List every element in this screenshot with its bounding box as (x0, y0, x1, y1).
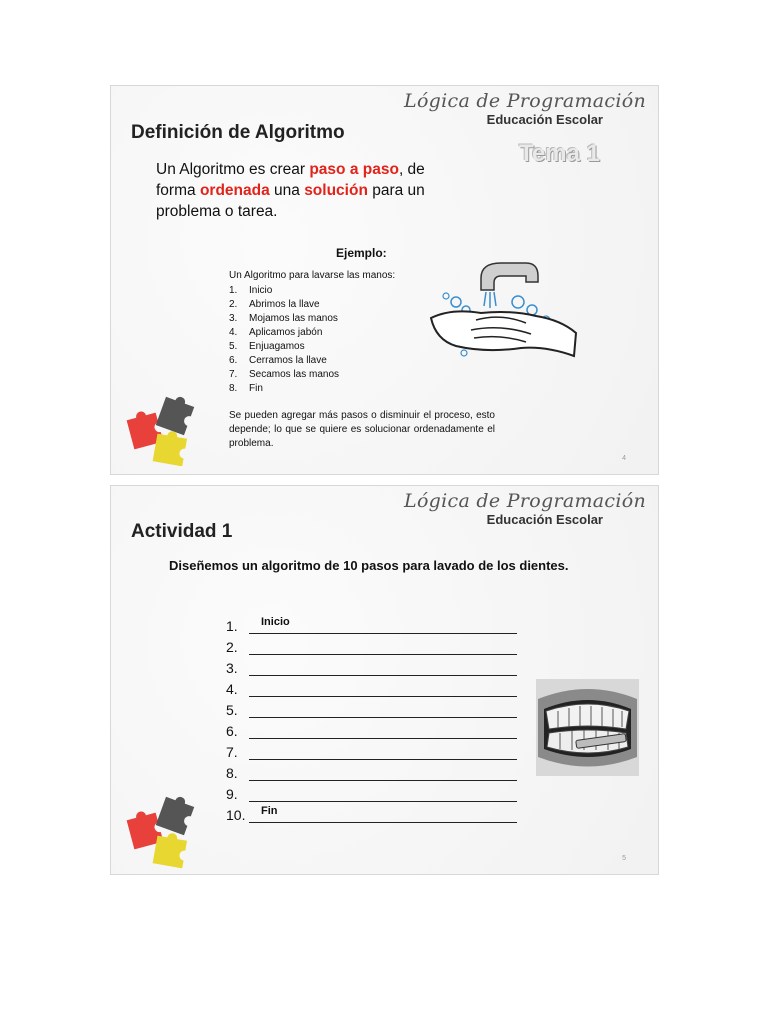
answer-field[interactable] (249, 763, 517, 781)
answer-line: 4. (226, 676, 517, 697)
page-number: 4 (622, 455, 626, 462)
list-item: 3. Mojamos las manos (229, 313, 338, 324)
answer-field[interactable] (249, 742, 517, 760)
list-item: 2. Abrimos la llave (229, 299, 320, 310)
def-part4: para un problema o tarea. (156, 182, 425, 220)
brand-title: Lógica de Programación (404, 490, 646, 512)
answer-line: 5. (226, 697, 517, 718)
slide-title: Definición de Algoritmo (131, 122, 345, 143)
note-text: Se pueden agregar más pasos o disminuir el proceso, esto depende; lo que se quiere es solucionar ordenadamente el problema. (229, 410, 495, 449)
answer-field[interactable] (249, 721, 517, 739)
list-item: 4. Aplicamos jabón (229, 327, 323, 338)
list-item: 6. Cerramos la llave (229, 355, 327, 366)
brand-title: Lógica de Programación (404, 90, 646, 112)
slide-title: Actividad 1 (131, 521, 233, 542)
answer-field[interactable] (249, 784, 517, 802)
answer-line: 10. Fin (226, 802, 517, 823)
answer-field[interactable] (249, 679, 517, 697)
answer-line: 3. (226, 655, 517, 676)
answer-line: 2. (226, 634, 517, 655)
steps-list (229, 284, 339, 396)
answer-line: 7. (226, 739, 517, 760)
page-number: 5 (622, 855, 626, 862)
def-highlight-solucion: solución (304, 182, 368, 199)
def-part1: Un Algoritmo es crear (156, 161, 310, 178)
list-item: 5. Enjuagamos (229, 341, 305, 352)
def-part3: una (269, 182, 305, 199)
slide-actividad-1 (110, 485, 659, 875)
instruction-text: Diseñemos un algoritmo de 10 pasos para lavado de los dientes. (169, 558, 569, 573)
slide-definicion-algoritmo (110, 85, 659, 475)
def-highlight-ordenada: ordenada (199, 182, 270, 199)
answer-line: 9. (226, 781, 517, 802)
steps-intro: Un Algoritmo para lavarse las manos: (229, 270, 396, 281)
answer-field[interactable]: Fin (249, 805, 517, 823)
brand-subtitle: Educación Escolar (486, 112, 603, 127)
hand-washing-illustration (426, 258, 581, 363)
answer-line: 1. Inicio (226, 613, 517, 634)
answer-lines (226, 613, 517, 823)
answer-field[interactable] (249, 700, 517, 718)
answer-line: 8. (226, 760, 517, 781)
def-highlight-paso: paso a paso (309, 161, 399, 178)
list-item: 1. Inicio (229, 285, 273, 296)
list-item: 8. Fin (229, 383, 263, 394)
brand-subtitle: Educación Escolar (486, 512, 603, 527)
definition-text (156, 159, 426, 222)
def-part2: , de forma (156, 161, 425, 199)
example-heading: Ejemplo: (336, 246, 387, 260)
answer-field[interactable] (249, 658, 517, 676)
answer-field[interactable]: Inicio (249, 616, 517, 634)
puzzle-pieces-icon (125, 391, 200, 466)
tema-label: Tema 1 (519, 140, 600, 167)
answer-field[interactable] (249, 637, 517, 655)
answer-line: 6. (226, 718, 517, 739)
list-item: 7. Secamos las manos (229, 369, 340, 380)
teeth-mouth-illustration (536, 679, 639, 776)
puzzle-pieces-icon (125, 791, 200, 871)
